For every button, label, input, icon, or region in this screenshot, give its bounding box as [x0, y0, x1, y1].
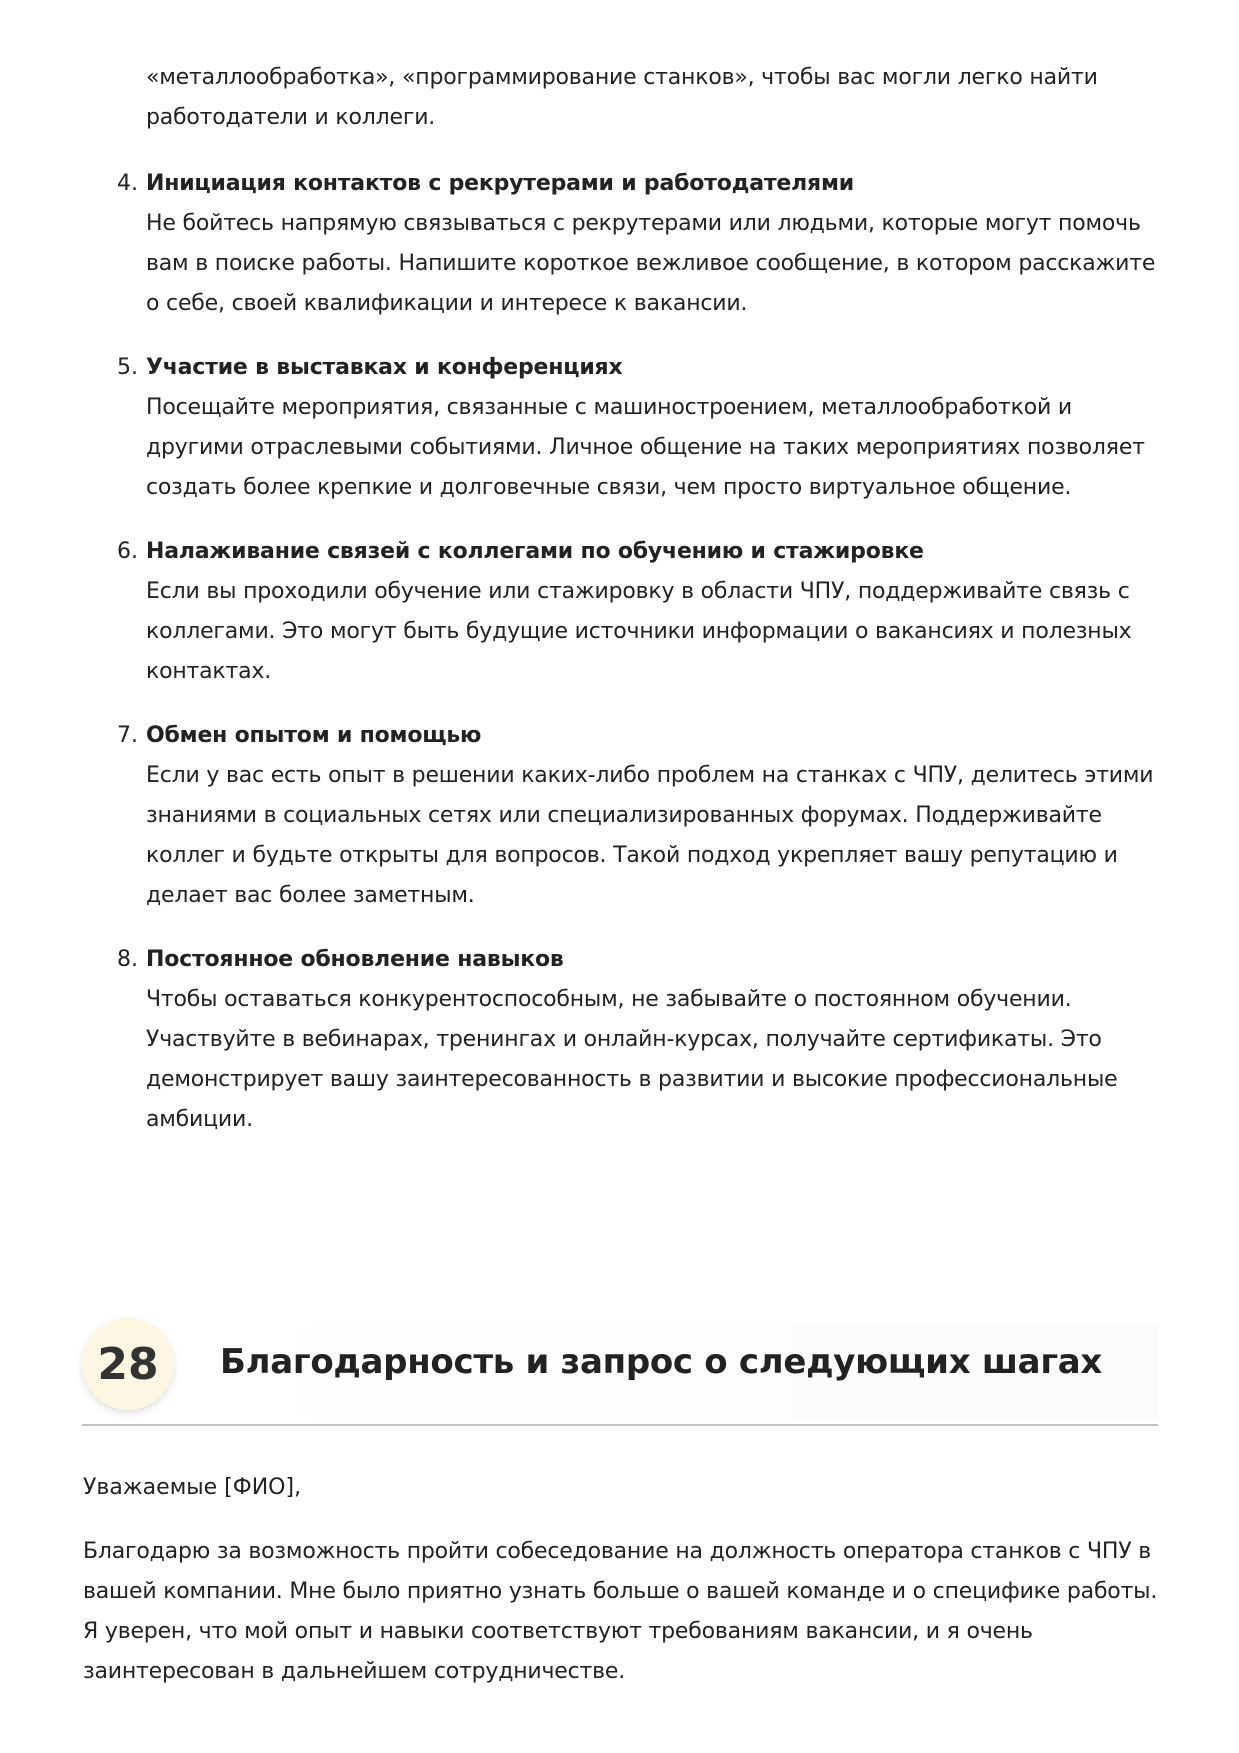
list-item-body: Не бойтесь напрямую связываться с рекрутерами или людьми, которые могут помочь вам в поиске работы. Напишите короткое вежливое сообщение, в котором расскажите о себе, своей квалификации и интересе к вакансии. — [146, 211, 1156, 316]
list-item-number: 5. — [117, 355, 138, 380]
list-item-title: Постоянное обновление навыков — [146, 947, 564, 972]
list-item-title: Обмен опытом и помощью — [146, 723, 482, 748]
list-item-title: Налаживание связей с коллегами по обучению и стажировке — [146, 539, 924, 564]
list-item-body: Если вы проходили обучение или стажировку в области ЧПУ, поддерживайте связь с коллегами. Это могут быть будущие источники информации о вакансиях и полезных контактах. — [146, 579, 1132, 684]
list-item-number: 7. — [117, 723, 138, 748]
list-item-number: 4. — [117, 171, 138, 196]
list-item-number: 8. — [117, 947, 138, 972]
letter-salutation: Уважаемые [ФИО], — [83, 1475, 302, 1500]
list-continuation-text: «металлообработка», «программирование станков», чтобы вас могли легко найти работодатели и коллеги. — [146, 65, 1098, 130]
letter-paragraph: Благодарю за возможность пройти собеседование на должность оператора станков с ЧПУ в вашей компании. Мне было приятно узнать больше о вашей команде и о специфике работы. Я уверен, что мой опыт и навыки соответствуют требованиям вакансии, и я очень заинтересован в дальнейшем сотрудничестве. — [83, 1539, 1158, 1684]
list-item-body: Если у вас есть опыт в решении каких-либо проблем на станках с ЧПУ, делитесь этими знаниями в социальных сетях или специализированных форумах. Поддерживайте коллег и будьте открыты для вопросов. Такой подход укрепляет вашу репутацию и делает вас более заметным. — [146, 763, 1154, 908]
list-item-title: Участие в выставках и конференциях — [146, 355, 623, 380]
list-item-number: 6. — [117, 539, 138, 564]
section-header — [82, 1316, 1158, 1426]
list-item-body: Чтобы оставаться конкурентоспособным, не забывайте о постоянном обучении. Участвуйте в вебинарах, тренингах и онлайн-курсах, получайте сертификаты. Это демонстрирует вашу заинтересованность в развитии и высокие профессиональные амбиции. — [146, 987, 1118, 1132]
section-title: Благодарность и запрос о следующих шагах — [220, 1342, 1103, 1382]
list-item-title: Инициация контактов с рекрутерами и работодателями — [146, 171, 854, 196]
section-number-badge: 28 — [82, 1318, 174, 1410]
list-item-body: Посещайте мероприятия, связанные с машиностроением, металлообработкой и другими отраслевыми событиями. Личное общение на таких мероприятиях позволяет создать более крепкие и долговечные связи, чем просто виртуальное общение. — [146, 395, 1145, 500]
